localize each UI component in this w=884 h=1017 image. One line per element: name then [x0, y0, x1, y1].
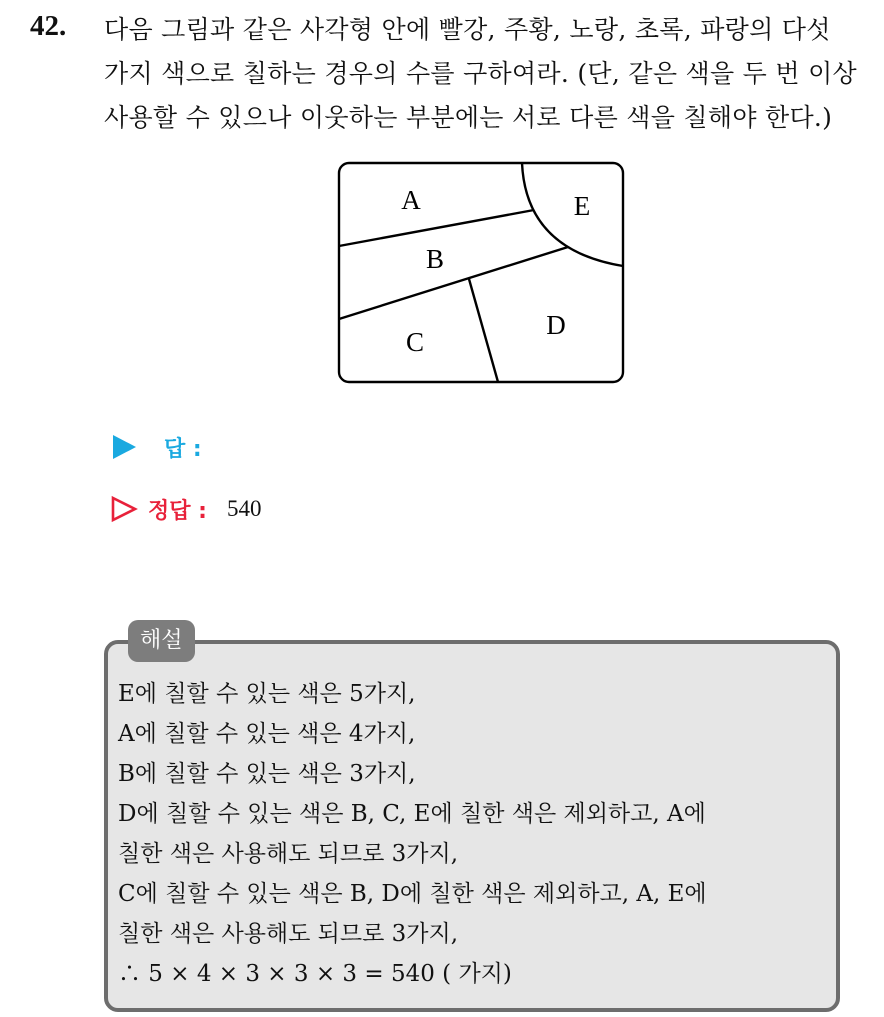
question-number: 42. [30, 10, 67, 42]
question-line: 다음 그림과 같은 사각형 안에 빨강, 주황, 노랑, 초록, 파랑의 다섯 [104, 15, 831, 44]
figure-line-bc [339, 247, 568, 319]
solution-text [118, 674, 707, 994]
correct-answer-label: 정답 : [148, 498, 207, 524]
region-label-d: D [546, 310, 566, 340]
outline-triangle-icon [110, 495, 138, 523]
question-line: 가지 색으로 칠하는 경우의 수를 구하여라. (단, 같은 색을 두 번 이상 [104, 59, 857, 88]
solution-line: B에 칠할 수 있는 색은 3가지, [118, 761, 416, 787]
solution-line: ∴ 5 × 4 × 3 × 3 × 3 = 540 ( 가지) [118, 961, 512, 987]
figure-line-cd [469, 279, 498, 382]
region-label-c: C [405, 327, 425, 357]
correct-answer-row [110, 492, 261, 526]
region-figure [336, 160, 628, 386]
figure-arc-e [522, 163, 623, 266]
region-label-b: B [425, 244, 445, 274]
answer-row [110, 430, 202, 464]
solution-line: A에 칠할 수 있는 색은 4가지, [118, 721, 416, 747]
region-label-a: A [401, 185, 421, 215]
solution-line: 칠한 색은 사용해도 되므로 3가지, [118, 921, 459, 947]
question-text [104, 8, 857, 140]
figure-line-ab [339, 210, 534, 246]
question-line: 사용할 수 있으나 이웃하는 부분에는 서로 다른 색을 칠해야 한다.) [104, 103, 833, 132]
solution-line: C에 칠할 수 있는 색은 B, D에 칠한 색은 제외하고, A, E에 [118, 881, 707, 907]
correct-answer-value: 540 [226, 496, 262, 521]
solution-line: D에 칠할 수 있는 색은 B, C, E에 칠한 색은 제외하고, A에 [118, 801, 706, 827]
solution-line: E에 칠할 수 있는 색은 5가지, [118, 681, 416, 707]
filled-triangle-icon [110, 433, 138, 461]
answer-label: 답 : [164, 436, 202, 462]
solution-tag: 해설 [128, 620, 195, 662]
region-label-e: E [573, 191, 591, 221]
solution-line: 칠한 색은 사용해도 되므로 3가지, [118, 841, 459, 867]
